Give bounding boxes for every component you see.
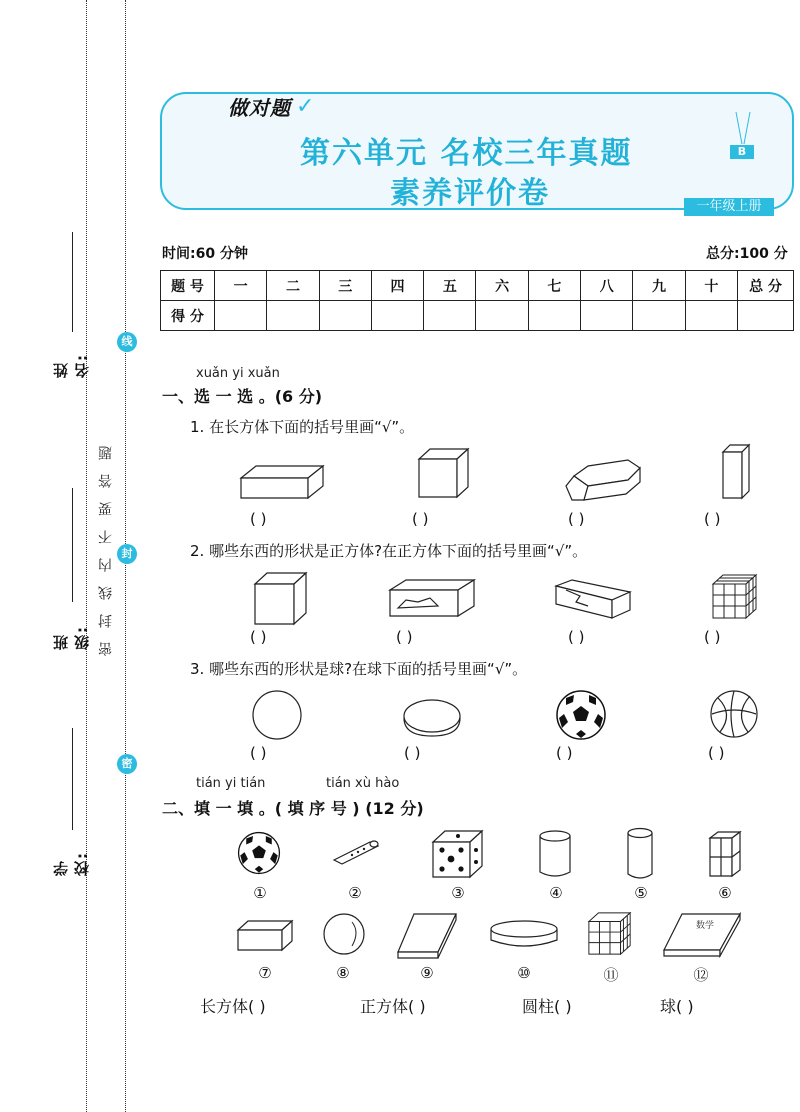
fill-sphere[interactable]: 球( ) <box>660 997 694 1016</box>
score-table <box>160 270 794 331</box>
item-number: ⑧ <box>336 964 350 982</box>
page-title: 第六单元 名校三年真题 <box>300 136 633 171</box>
table-cell: 题 号 <box>161 271 215 301</box>
page-subtitle: 素养评价卷 <box>390 176 550 211</box>
table-cell: 八 <box>581 271 633 301</box>
school-label: 学校: <box>52 851 91 876</box>
short-cylinder-figure <box>538 828 572 880</box>
seal-mark-feng: 封 <box>117 544 137 564</box>
table-cell: 九 <box>633 271 685 301</box>
dice-figure <box>430 828 486 880</box>
answer-paren[interactable]: ( ) <box>568 628 585 646</box>
dotted-fold-line-left <box>86 0 87 1112</box>
item-number: ⑨ <box>420 964 434 982</box>
item-number: ⑩ <box>517 964 531 982</box>
answer-paren[interactable]: ( ) <box>568 510 585 528</box>
item-number: ④ <box>549 884 563 902</box>
version-badge: B <box>730 145 754 159</box>
item-number: ⑫ <box>693 966 709 984</box>
seal-line-notice: 密封线内不要答题 <box>98 432 114 656</box>
score-input-cell[interactable] <box>633 301 685 331</box>
exam-time: 时间:60 分钟 <box>162 246 248 262</box>
item-number: ③ <box>451 884 465 902</box>
notebook-figure <box>396 912 460 960</box>
answer-paren[interactable]: ( ) <box>412 510 429 528</box>
section1-pinyin: xuǎn yi xuǎn <box>196 366 280 381</box>
answer-paren[interactable]: ( ) <box>250 510 267 528</box>
flat-cylinder-figure <box>488 918 560 952</box>
table-cell: 四 <box>371 271 423 301</box>
answer-paren[interactable]: ( ) <box>556 744 573 762</box>
book-cover-label: 数学 <box>696 921 715 931</box>
fill-cube[interactable]: 正方体( ) <box>360 997 426 1016</box>
button-disc-figure <box>400 696 464 738</box>
soccer-ball-figure <box>554 688 608 742</box>
score-input-cell[interactable] <box>528 301 580 331</box>
section2-title: 二、填 一 填 。( 填 序 号 ) (12 分) <box>162 799 424 818</box>
table-cell: 一 <box>215 271 267 301</box>
checkmark-icon: ✓ <box>296 94 315 119</box>
table-cell: 十 <box>685 271 737 301</box>
cube-figure <box>416 446 472 502</box>
answer-paren[interactable]: ( ) <box>704 628 721 646</box>
ball-outline-figure <box>250 688 304 742</box>
small-cuboid-figure <box>236 918 296 954</box>
rubiks-cube-figure <box>586 910 634 958</box>
hexagonal-prism-figure <box>562 458 644 502</box>
table-cell: 得 分 <box>161 301 215 331</box>
item-number: ⑪ <box>603 966 619 984</box>
total-score: 总分:100 分 <box>706 246 788 262</box>
tall-cylinder-figure <box>626 826 654 882</box>
answer-paren[interactable]: ( ) <box>250 628 267 646</box>
table-cell: 六 <box>476 271 528 301</box>
soccer-ball-figure <box>236 830 282 876</box>
item-number: ⑤ <box>634 884 648 902</box>
section2-pinyin-2: tián xù hào <box>326 776 400 791</box>
tall-cuboid-figure <box>720 442 752 502</box>
table-cell: 七 <box>528 271 580 301</box>
stacked-cubes-figure <box>708 830 742 878</box>
score-input-cell[interactable] <box>581 301 633 331</box>
item-number: ② <box>348 884 362 902</box>
score-input-cell[interactable] <box>738 301 794 331</box>
section2-pinyin-1: tián yi tián <box>196 776 266 791</box>
score-table-header-row <box>161 271 794 301</box>
answer-paren[interactable]: ( ) <box>250 744 267 762</box>
shoe-box-figure <box>386 576 478 620</box>
fill-cuboid[interactable]: 长方体( ) <box>200 997 266 1016</box>
item-number: ⑦ <box>258 964 272 982</box>
score-input-cell[interactable] <box>215 301 267 331</box>
answer-paren[interactable]: ( ) <box>404 744 421 762</box>
school-blank[interactable] <box>72 728 73 830</box>
table-cell: 三 <box>319 271 371 301</box>
pencil-cylinder-figure <box>330 836 382 868</box>
table-cell: 总 分 <box>738 271 794 301</box>
basketball-figure <box>708 688 760 740</box>
wrapped-box-figure <box>552 576 632 620</box>
score-table-score-row <box>161 301 794 331</box>
name-label: 姓名: <box>52 353 91 378</box>
answer-paren[interactable]: ( ) <box>708 744 725 762</box>
score-input-cell[interactable] <box>267 301 319 331</box>
cube-box-figure <box>252 570 310 628</box>
seal-mark-mi: 密 <box>117 754 137 774</box>
sphere-figure <box>322 912 366 956</box>
brand-logo: 做对题 <box>228 96 291 120</box>
grade-tag: 一年级上册 <box>684 198 774 216</box>
question-1: 1. 在长方体下面的括号里画“√”。 <box>190 418 415 436</box>
question-3: 3. 哪些东西的形状是球?在球下面的括号里画“√”。 <box>190 660 528 678</box>
score-input-cell[interactable] <box>319 301 371 331</box>
seal-mark-xian: 线 <box>117 332 137 352</box>
fill-cylinder[interactable]: 圆柱( ) <box>522 997 572 1016</box>
score-input-cell[interactable] <box>371 301 423 331</box>
table-cell: 五 <box>424 271 476 301</box>
item-number: ① <box>253 884 267 902</box>
question-2: 2. 哪些东西的形状是正方体?在正方体下面的括号里画“√”。 <box>190 542 588 560</box>
class-label: 班级: <box>52 625 91 650</box>
answer-paren[interactable]: ( ) <box>396 628 413 646</box>
answer-paren[interactable]: ( ) <box>704 510 721 528</box>
score-input-cell[interactable] <box>685 301 737 331</box>
score-input-cell[interactable] <box>476 301 528 331</box>
name-blank[interactable] <box>72 232 73 332</box>
cuboid-flat-figure <box>238 462 328 502</box>
score-input-cell[interactable] <box>424 301 476 331</box>
class-blank[interactable] <box>72 488 73 602</box>
item-number: ⑥ <box>718 884 732 902</box>
section1-title: 一、选 一 选 。(6 分) <box>162 387 323 406</box>
table-cell: 二 <box>267 271 319 301</box>
rubiks-cube-figure <box>710 572 760 622</box>
badge-hanger-icon <box>728 112 758 146</box>
